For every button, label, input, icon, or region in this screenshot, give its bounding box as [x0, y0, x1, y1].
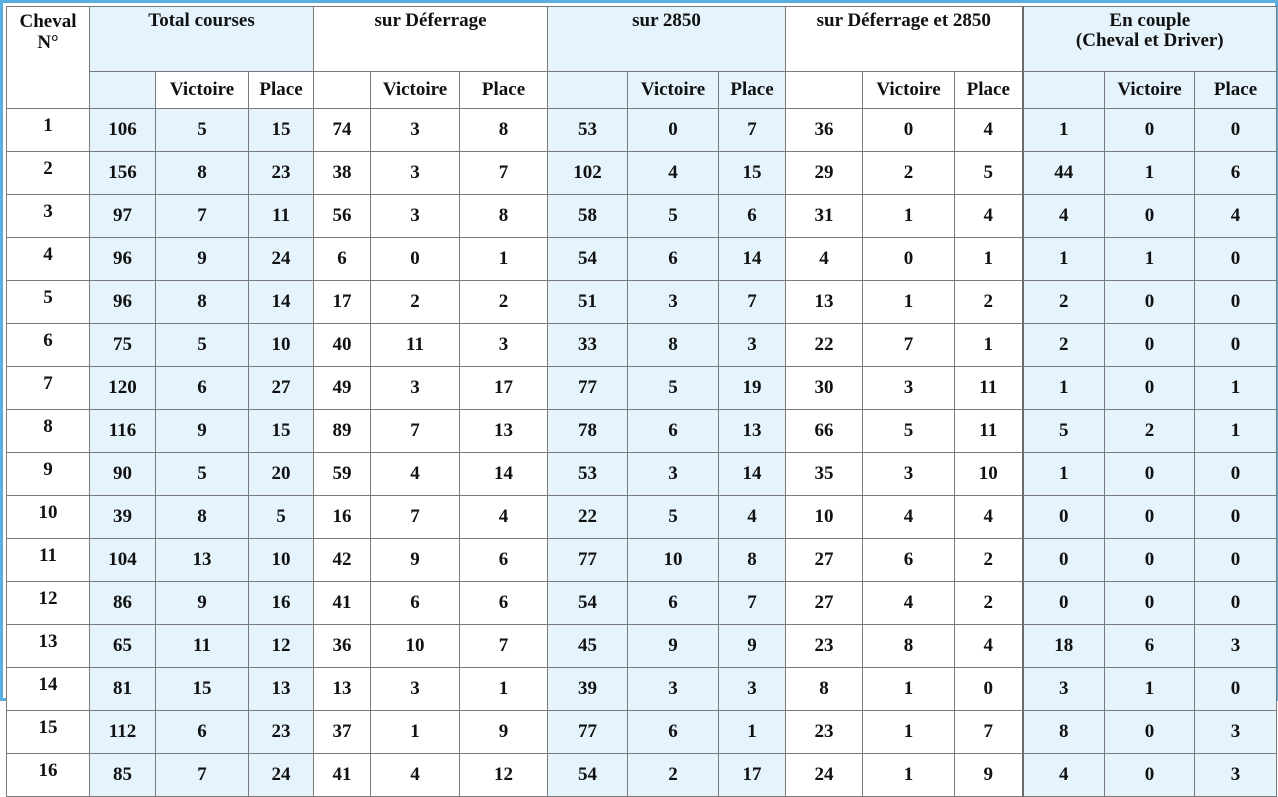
cheval-number: 10: [7, 496, 90, 539]
table-cell: 56: [314, 195, 371, 238]
subheader-victoire: Victoire: [371, 72, 460, 109]
table-cell: 1: [863, 754, 955, 797]
group-header-couple-line1: En couple: [1109, 10, 1191, 31]
table-cell: 49: [314, 367, 371, 410]
table-cell: 0: [1105, 496, 1195, 539]
table-cell: 35: [786, 453, 863, 496]
table-cell: 1: [1195, 410, 1277, 453]
table-row: [7, 539, 1277, 582]
table-cell: 0: [1195, 281, 1277, 324]
table-cell: 0: [1195, 582, 1277, 625]
cheval-number: 11: [7, 539, 90, 582]
table-cell: 8: [156, 281, 249, 324]
table-cell: 1: [1105, 238, 1195, 281]
table-cell: 24: [249, 754, 314, 797]
table-cell: 23: [249, 152, 314, 195]
table-cell: 1: [1105, 668, 1195, 711]
table-cell: 9: [719, 625, 786, 668]
table-cell: 2: [1023, 281, 1105, 324]
table-cell: 8: [628, 324, 719, 367]
cheval-number: 3: [7, 195, 90, 238]
table-cell: 0: [1105, 453, 1195, 496]
table-cell: 6: [863, 539, 955, 582]
table-cell: 5: [156, 109, 249, 152]
table-cell: 5: [156, 324, 249, 367]
table-cell: 89: [314, 410, 371, 453]
table-cell: 15: [156, 668, 249, 711]
table-cell: 45: [548, 625, 628, 668]
table-row: [7, 281, 1277, 324]
cheval-number: 14: [7, 668, 90, 711]
table-cell: 66: [786, 410, 863, 453]
table-cell: 17: [719, 754, 786, 797]
stats-table: [6, 6, 1277, 797]
table-cell: 6: [314, 238, 371, 281]
table-cell: 33: [548, 324, 628, 367]
table-cell: 15: [249, 410, 314, 453]
table-row: [7, 109, 1277, 152]
table-cell: 54: [548, 238, 628, 281]
table-cell: 2: [955, 582, 1023, 625]
table-cell: 10: [628, 539, 719, 582]
table-row: [7, 668, 1277, 711]
table-cell: 37: [314, 711, 371, 754]
subheader-blank-2850: [548, 72, 628, 109]
table-cell: 7: [460, 152, 548, 195]
table-cell: 30: [786, 367, 863, 410]
group-header-couple: [1023, 7, 1277, 72]
table-cell: 4: [955, 496, 1023, 539]
table-cell: 17: [314, 281, 371, 324]
table-cell: 41: [314, 582, 371, 625]
table-cell: 0: [863, 109, 955, 152]
table-cell: 1: [1023, 367, 1105, 410]
table-cell: 7: [719, 281, 786, 324]
table-cell: 7: [719, 582, 786, 625]
table-cell: 10: [955, 453, 1023, 496]
table-cell: 19: [719, 367, 786, 410]
table-cell: 7: [460, 625, 548, 668]
table-cell: 2: [955, 539, 1023, 582]
cheval-number: 12: [7, 582, 90, 625]
table-cell: 5: [628, 496, 719, 539]
table-cell: 13: [786, 281, 863, 324]
cheval-number: 16: [7, 754, 90, 797]
table-cell: 116: [90, 410, 156, 453]
table-cell: 13: [156, 539, 249, 582]
table-row: [7, 367, 1277, 410]
table-cell: 20: [249, 453, 314, 496]
subheader-victoire: Victoire: [863, 72, 955, 109]
table-cell: 3: [1195, 711, 1277, 754]
cheval-number: 6: [7, 324, 90, 367]
table-cell: 78: [548, 410, 628, 453]
table-cell: 0: [1195, 453, 1277, 496]
table-cell: 4: [1023, 754, 1105, 797]
subheader-place: Place: [249, 72, 314, 109]
table-cell: 9: [156, 582, 249, 625]
table-cell: 0: [1105, 582, 1195, 625]
table-cell: 9: [156, 410, 249, 453]
table-cell: 2: [460, 281, 548, 324]
subheader-victoire: Victoire: [156, 72, 249, 109]
table-body: [7, 109, 1277, 797]
subheader-place: Place: [460, 72, 548, 109]
table-cell: 2: [371, 281, 460, 324]
table-cell: 16: [249, 582, 314, 625]
table-cell: 7: [371, 410, 460, 453]
table-cell: 0: [1105, 195, 1195, 238]
table-cell: 0: [1195, 539, 1277, 582]
table-cell: 1: [955, 324, 1023, 367]
table-cell: 8: [156, 496, 249, 539]
table-cell: 112: [90, 711, 156, 754]
table-cell: 120: [90, 367, 156, 410]
table-cell: 3: [628, 453, 719, 496]
table-cell: 59: [314, 453, 371, 496]
table-cell: 39: [90, 496, 156, 539]
table-cell: 0: [1105, 281, 1195, 324]
table-row: [7, 238, 1277, 281]
table-cell: 4: [955, 195, 1023, 238]
table-cell: 0: [1105, 109, 1195, 152]
table-cell: 15: [719, 152, 786, 195]
table-cell: 81: [90, 668, 156, 711]
table-cell: 77: [548, 539, 628, 582]
table-cell: 13: [314, 668, 371, 711]
table-cell: 7: [955, 711, 1023, 754]
table-cell: 13: [719, 410, 786, 453]
table-cell: 0: [1105, 367, 1195, 410]
table-cell: 0: [1195, 238, 1277, 281]
table-cell: 0: [1195, 109, 1277, 152]
table-cell: 6: [628, 711, 719, 754]
table-row: [7, 410, 1277, 453]
table-cell: 27: [786, 539, 863, 582]
table-cell: 74: [314, 109, 371, 152]
table-cell: 8: [786, 668, 863, 711]
table-row: [7, 625, 1277, 668]
table-cell: 5: [863, 410, 955, 453]
table-cell: 6: [628, 410, 719, 453]
subheader-blank-couple: [1023, 72, 1105, 109]
table-cell: 10: [786, 496, 863, 539]
table-cell: 5: [955, 152, 1023, 195]
table-cell: 6: [1195, 152, 1277, 195]
table-cell: 38: [314, 152, 371, 195]
subheader-place: Place: [955, 72, 1023, 109]
table-cell: 4: [719, 496, 786, 539]
table-cell: 3: [371, 152, 460, 195]
table-cell: 8: [460, 109, 548, 152]
table-cell: 5: [628, 367, 719, 410]
table-cell: 15: [249, 109, 314, 152]
table-cell: 8: [719, 539, 786, 582]
group-header-2850: sur 2850: [548, 7, 786, 72]
cheval-number: 1: [7, 109, 90, 152]
table-cell: 54: [548, 582, 628, 625]
cheval-number: 4: [7, 238, 90, 281]
cheval-number: 9: [7, 453, 90, 496]
table-cell: 23: [786, 711, 863, 754]
table-cell: 2: [863, 152, 955, 195]
table-cell: 6: [719, 195, 786, 238]
table-cell: 3: [371, 367, 460, 410]
table-cell: 3: [1023, 668, 1105, 711]
table-cell: 86: [90, 582, 156, 625]
cheval-header-line2: N°: [37, 32, 59, 53]
table-cell: 65: [90, 625, 156, 668]
table-cell: 9: [460, 711, 548, 754]
table-cell: 0: [1105, 754, 1195, 797]
table-cell: 11: [371, 324, 460, 367]
table-cell: 10: [371, 625, 460, 668]
table-cell: 9: [628, 625, 719, 668]
table-cell: 4: [1023, 195, 1105, 238]
table-cell: 1: [1105, 152, 1195, 195]
table-cell: 5: [628, 195, 719, 238]
cheval-number: 8: [7, 410, 90, 453]
table-cell: 12: [460, 754, 548, 797]
cheval-header-line1: Cheval: [19, 11, 77, 32]
table-cell: 24: [249, 238, 314, 281]
table-cell: 0: [1023, 582, 1105, 625]
table-cell: 23: [786, 625, 863, 668]
table-cell: 4: [955, 109, 1023, 152]
table-cell: 1: [719, 711, 786, 754]
table-row: [7, 496, 1277, 539]
table-cell: 1: [1195, 367, 1277, 410]
table-row: [7, 582, 1277, 625]
table-cell: 8: [863, 625, 955, 668]
table-cell: 13: [249, 668, 314, 711]
table-cell: 58: [548, 195, 628, 238]
table-cell: 4: [371, 453, 460, 496]
table-cell: 14: [460, 453, 548, 496]
table-cell: 3: [719, 668, 786, 711]
table-cell: 18: [1023, 625, 1105, 668]
table-cell: 6: [460, 582, 548, 625]
table-cell: 6: [156, 367, 249, 410]
table-cell: 6: [371, 582, 460, 625]
table-cell: 1: [863, 195, 955, 238]
table-cell: 54: [548, 754, 628, 797]
table-cell: 53: [548, 453, 628, 496]
table-cell: 1: [863, 711, 955, 754]
table-cell: 10: [249, 539, 314, 582]
subheader-victoire: Victoire: [628, 72, 719, 109]
table-row: [7, 324, 1277, 367]
table-cell: 44: [1023, 152, 1105, 195]
cheval-header: [7, 7, 90, 109]
table-cell: 53: [548, 109, 628, 152]
table-cell: 14: [719, 238, 786, 281]
table-cell: 23: [249, 711, 314, 754]
table-cell: 3: [371, 109, 460, 152]
table-cell: 0: [955, 668, 1023, 711]
table-cell: 96: [90, 281, 156, 324]
table-cell: 6: [1105, 625, 1195, 668]
table-cell: 0: [1105, 539, 1195, 582]
table-cell: 4: [863, 496, 955, 539]
cheval-number: 5: [7, 281, 90, 324]
table-cell: 11: [156, 625, 249, 668]
table-cell: 4: [863, 582, 955, 625]
table-cell: 2: [1023, 324, 1105, 367]
table-cell: 4: [460, 496, 548, 539]
table-row: [7, 453, 1277, 496]
table-cell: 9: [955, 754, 1023, 797]
table-cell: 5: [249, 496, 314, 539]
table-cell: 8: [156, 152, 249, 195]
table-cell: 2: [628, 754, 719, 797]
table-cell: 7: [156, 754, 249, 797]
table-cell: 31: [786, 195, 863, 238]
table-cell: 1: [863, 281, 955, 324]
group-header-deferrage-2850: sur Déferrage et 2850: [786, 7, 1023, 72]
table-cell: 0: [863, 238, 955, 281]
table-cell: 7: [371, 496, 460, 539]
table-cell: 104: [90, 539, 156, 582]
table-cell: 8: [1023, 711, 1105, 754]
table-cell: 6: [628, 238, 719, 281]
cheval-number: 15: [7, 711, 90, 754]
table-cell: 0: [1195, 324, 1277, 367]
table-cell: 10: [249, 324, 314, 367]
table-cell: 9: [371, 539, 460, 582]
table-cell: 96: [90, 238, 156, 281]
group-header-deferrage: sur Déferrage: [314, 7, 548, 72]
table-cell: 3: [371, 668, 460, 711]
table-cell: 11: [955, 367, 1023, 410]
table-cell: 7: [156, 195, 249, 238]
table-cell: 22: [548, 496, 628, 539]
table-cell: 4: [955, 625, 1023, 668]
table-cell: 3: [628, 668, 719, 711]
table-cell: 41: [314, 754, 371, 797]
table-cell: 3: [1195, 625, 1277, 668]
table-cell: 106: [90, 109, 156, 152]
table-cell: 4: [786, 238, 863, 281]
table-cell: 156: [90, 152, 156, 195]
table-cell: 4: [1195, 195, 1277, 238]
table-cell: 16: [314, 496, 371, 539]
subheader-blank-deferrage-2850: [786, 72, 863, 109]
table-cell: 2: [955, 281, 1023, 324]
table-cell: 24: [786, 754, 863, 797]
subheader-blank-total: [90, 72, 156, 109]
table-cell: 42: [314, 539, 371, 582]
subheader-place: Place: [719, 72, 786, 109]
table-cell: 29: [786, 152, 863, 195]
cheval-number: 7: [7, 367, 90, 410]
table-cell: 1: [955, 238, 1023, 281]
table-cell: 1: [371, 711, 460, 754]
table-cell: 7: [719, 109, 786, 152]
table-cell: 6: [628, 582, 719, 625]
table-cell: 97: [90, 195, 156, 238]
table-cell: 5: [1023, 410, 1105, 453]
table-cell: 1: [460, 668, 548, 711]
table-cell: 51: [548, 281, 628, 324]
table-cell: 27: [786, 582, 863, 625]
table-cell: 1: [460, 238, 548, 281]
table-row: [7, 754, 1277, 797]
cheval-number: 2: [7, 152, 90, 195]
table-cell: 36: [786, 109, 863, 152]
table-cell: 3: [371, 195, 460, 238]
table-cell: 1: [1023, 453, 1105, 496]
table-cell: 0: [371, 238, 460, 281]
table-cell: 77: [548, 711, 628, 754]
subheader-victoire: Victoire: [1105, 72, 1195, 109]
table-cell: 8: [460, 195, 548, 238]
table-cell: 14: [249, 281, 314, 324]
table-cell: 0: [1023, 496, 1105, 539]
table-row: [7, 195, 1277, 238]
table-cell: 0: [1105, 711, 1195, 754]
table-cell: 9: [156, 238, 249, 281]
table-cell: 1: [1023, 238, 1105, 281]
table-cell: 0: [1105, 324, 1195, 367]
table-cell: 12: [249, 625, 314, 668]
group-header-couple-line2: (Cheval et Driver): [1075, 30, 1224, 51]
table-row: [7, 152, 1277, 195]
table-cell: 7: [863, 324, 955, 367]
table-cell: 11: [249, 195, 314, 238]
table-cell: 4: [628, 152, 719, 195]
subheader-place: Place: [1195, 72, 1277, 109]
table-cell: 1: [1023, 109, 1105, 152]
cheval-number: 13: [7, 625, 90, 668]
table-cell: 3: [863, 453, 955, 496]
table-cell: 3: [863, 367, 955, 410]
table-cell: 11: [955, 410, 1023, 453]
table-cell: 39: [548, 668, 628, 711]
table-cell: 102: [548, 152, 628, 195]
table-cell: 6: [460, 539, 548, 582]
table-cell: 90: [90, 453, 156, 496]
table-cell: 13: [460, 410, 548, 453]
table-cell: 5: [156, 453, 249, 496]
table-cell: 2: [1105, 410, 1195, 453]
subheader-blank-deferrage: [314, 72, 371, 109]
table-cell: 3: [1195, 754, 1277, 797]
table-cell: 27: [249, 367, 314, 410]
group-header-total: Total courses: [90, 7, 314, 72]
table-cell: 22: [786, 324, 863, 367]
table-cell: 1: [863, 668, 955, 711]
table-cell: 3: [460, 324, 548, 367]
table-row: [7, 711, 1277, 754]
table-cell: 3: [719, 324, 786, 367]
table-cell: 0: [1195, 668, 1277, 711]
table-cell: 75: [90, 324, 156, 367]
table-cell: 17: [460, 367, 548, 410]
table-cell: 6: [156, 711, 249, 754]
table-cell: 36: [314, 625, 371, 668]
table-cell: 0: [1023, 539, 1105, 582]
table-cell: 40: [314, 324, 371, 367]
table-cell: 77: [548, 367, 628, 410]
table-cell: 85: [90, 754, 156, 797]
table-cell: 4: [371, 754, 460, 797]
table-cell: 0: [628, 109, 719, 152]
table-cell: 0: [1195, 496, 1277, 539]
table-cell: 3: [628, 281, 719, 324]
table-cell: 14: [719, 453, 786, 496]
